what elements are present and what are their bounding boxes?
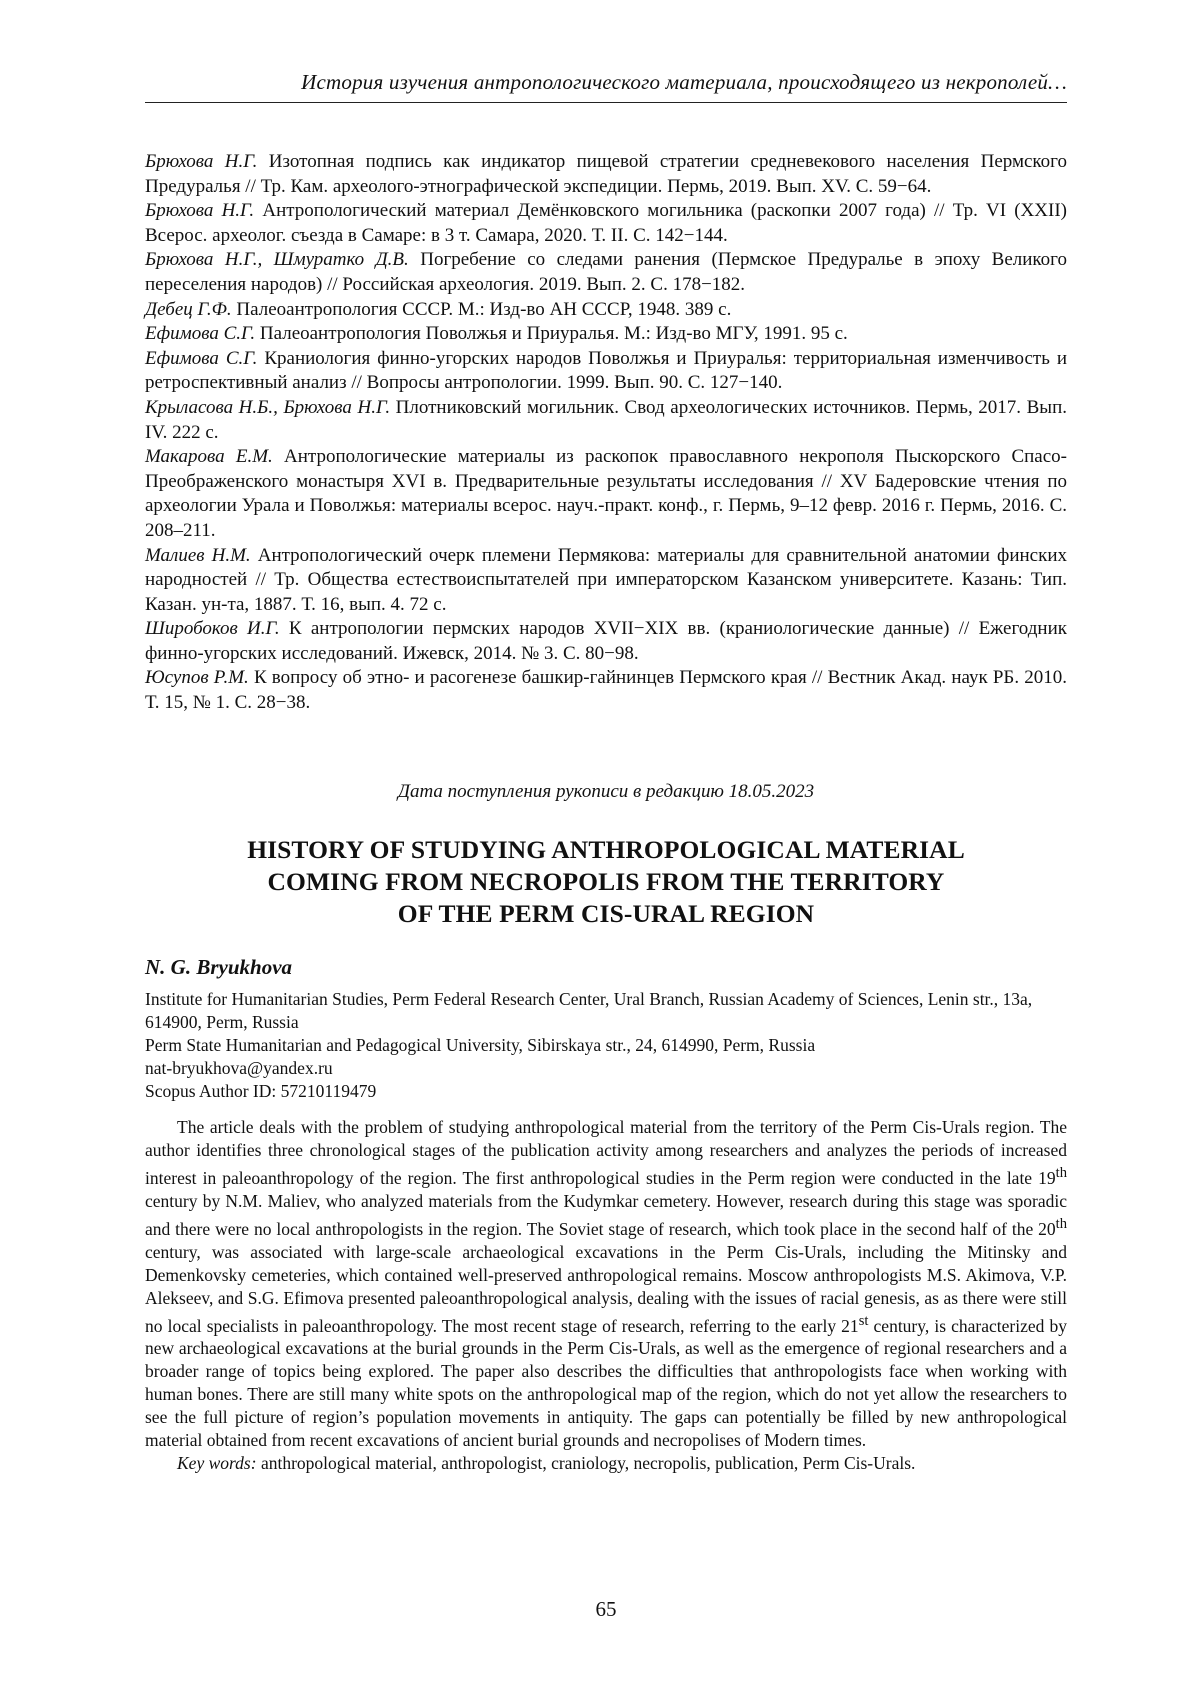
page-number: 65: [595, 1597, 617, 1621]
article-title: [145, 834, 1067, 930]
received-date-note: Дата поступления рукописи в редакцию 18.05.2023: [397, 781, 815, 802]
keywords: [145, 1452, 1067, 1475]
reference-text: К вопросу об этно- и расогенезе башкир-гайнинцев Пермского края // Вестник Акад. наук РБ. 2010. Т. 15, № 1. С. 28−38.: [145, 667, 1067, 714]
reference-text: Краниология финно-угорских народов Поволжья и Приуралья: территориальная изменчивость и ретроспективный анализ // Вопросы антропологии. 1999. Вып. 90. С. 127−140.: [145, 347, 1068, 394]
title-line: COMING FROM NECROPOLIS FROM THE TERRITORY: [267, 867, 945, 896]
scopus-id: Scopus Author ID: 57210119479: [145, 1081, 377, 1101]
reference-author: Юсупов Р.М.: [145, 667, 249, 689]
reference-author: Широбоков И.Г.: [145, 618, 280, 640]
reference-text: Палеоантропология Поволжья и Приуралья. М.: Изд-во МГУ, 1991. 95 с.: [255, 323, 848, 345]
reference-list: [145, 150, 1067, 716]
affiliation-university: Perm State Humanitarian and Pedagogical University, Sibirskaya str., 24, 614990, Perm, Russia: [145, 1035, 816, 1055]
abstract: [145, 1116, 1067, 1475]
reference-text: Антропологический очерк племени Пермякова: материалы для сравнительной анатомии финских народностей // Тр. Общества естествоиспытателей при императорском Казанском университете. Казань: Тип. Казан. ун-та, 1887. Т. 16, вып. 4. 72 с.: [145, 544, 1067, 615]
reference-text: Изотопная подпись как индикатор пищевой стратегии средневекового населения Пермского Предуралья // Тр. Кам. археолого-этнографической экспедиции. Пермь, 2019. Вып. XV. С. 59−64.: [145, 151, 1068, 197]
reference-text: К антропологии пермских народов XVII−XIX вв. (краниологические данные) // Ежегодник финно-угорских исследований. Ижевск, 2014. № 3. С. 80−98.: [145, 618, 1067, 664]
title-line: HISTORY OF STUDYING ANTHROPOLOGICAL MATERIAL: [247, 835, 965, 864]
keywords-text: anthropological material, anthropologist, craniology, necropolis, publication, Perm Cis-Urals.: [256, 1453, 916, 1474]
author-email[interactable]: nat-bryukhova@yandex.ru: [145, 1058, 333, 1078]
keywords-label: Key words:: [177, 1453, 257, 1474]
reference-item: [145, 199, 1067, 248]
title-line: OF THE PERM CIS-URAL REGION: [397, 899, 815, 928]
ordinal-suffix: th: [1055, 1165, 1067, 1181]
running-head: История изучения антропологического материала, происходящего из некрополей…: [301, 70, 1067, 94]
reference-item: [145, 396, 1067, 445]
reference-author: Макарова Е.М.: [145, 446, 273, 468]
reference-author: Ефимова С.Г.: [145, 347, 258, 369]
reference-author: Дебец Г.Ф.: [145, 298, 232, 320]
reference-author: Малиев Н.М.: [145, 544, 251, 566]
reference-author: Ефимова С.Г.: [145, 323, 256, 345]
abstract-text: century, was associated with large-scale archaeological excavations in the Perm Cis-Urals, including the Mitinsky and Demenkovsky cemeteries, which contained well-preserved anthropological remains. Moscow anthropologists M.S. Akimova, V.P. Alekseev, and S.G. Efimova presented paleoanthropological analysis, dealing with the issues of racial genesis, as as there were still no local specialists in paleoanthropology. The most recent stage of research, referring to the early 21: [145, 1241, 1067, 1336]
reference-author: Брюхова Н.Г.: [145, 200, 255, 222]
reference-text: Антропологический материал Демёнковского могильника (раскопки 2007 года) // Тр. VI (XXII) Всерос. археолог. съезда в Самаре: в 3 т. Самара, 2020. Т. II. С. 142−144.: [145, 200, 1067, 246]
reference-author: Брюхова Н.Г.: [145, 151, 258, 172]
reference-author: Крыласова Н.Б., Брюхова Н.Г.: [145, 396, 391, 418]
abstract-text: century, is characterized by new archaeological excavations at the burial grounds in the Perm Cis-Urals, as well as the emergence of regional researchers and a broader range of topics being explored. The paper also describes the difficulties that anthropologists face when working with human bones. There are still many white spots on the anthropological map of the region, which do not yet allow the researchers to see the full picture of region’s population movements in antiquity. The gaps can potentially be filled by new anthropological material obtained from recent excavations of ancient burial grounds and necropolises of Modern times.: [145, 1315, 1067, 1451]
abstract-text: century by N.M. Maliev, who analyzed materials from the Kudymkar cemetery. However, research during this stage was sporadic and there were no local anthropologists in the region. The Soviet stage of research, which took place in the second half of the 20: [145, 1190, 1067, 1239]
header-rule: [145, 102, 1067, 103]
abstract-paragraph: [145, 1116, 1067, 1452]
reference-text: Погребение со следами ранения (Пермское Предуралье в эпоху Великого переселения народов) // Российская археология. 2019. Вып. 2. С. 178−182.: [145, 249, 1067, 295]
reference-item: [145, 322, 1067, 347]
reference-item: [145, 544, 1067, 618]
reference-item: [145, 347, 1067, 396]
reference-item: [145, 298, 1067, 323]
reference-item: [145, 445, 1067, 543]
reference-text: Плотниковский могильник. Свод археологических источников. Пермь, 2017. Вып. IV. 222 с.: [145, 396, 1067, 443]
reference-item: [145, 248, 1067, 297]
reference-item: [145, 666, 1067, 715]
ordinal-suffix: st: [858, 1312, 869, 1329]
affiliation-institute: Institute for Humanitarian Studies, Perm Federal Research Center, Ural Branch, Russian Academy of Sciences, Lenin str., 13a, 614900, Perm, Russia: [145, 989, 1033, 1032]
reference-author: Брюхова Н.Г., Шмуратко Д.В.: [145, 249, 409, 271]
ordinal-suffix: th: [1055, 1215, 1067, 1232]
reference-item: [145, 617, 1067, 666]
author-name: N. G. Bryukhova: [145, 955, 293, 979]
reference-text: Антропологические материалы из раскопок православного некрополя Пыскорского Спасо-Преображенского монастыря XVI в. Предварительные результаты исследования // XV Бадеровские чтения по археологии Урала и Поволжья: материалы всерос. науч.-практ. конф., г. Пермь, 9–12 февр. 2016 г. Пермь, 2016. С. 208–211.: [145, 446, 1068, 541]
abstract-text: The article deals with the problem of studying anthropological material from the territory of the Perm Cis-Urals region. The author identifies three chronological stages of the publication activity among researchers and analyzes the periods of increased interest in paleoanthropology of the region. The first anthropological studies in the Perm region were conducted in the late 19: [145, 1117, 1067, 1188]
author-affiliations: [145, 988, 1067, 1103]
reference-item: [145, 150, 1067, 199]
reference-text: Палеоантропология СССР. М.: Изд-во АН СССР, 1948. 389 с.: [231, 298, 732, 320]
